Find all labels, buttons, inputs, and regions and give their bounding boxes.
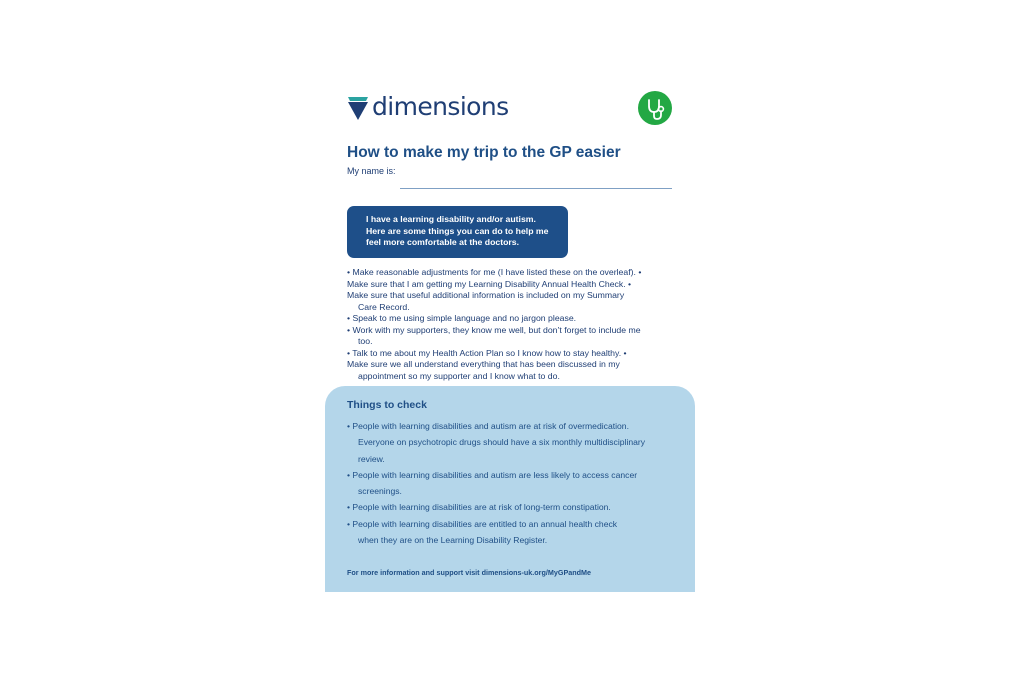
request-line: • Speak to me using simple language and no jargon please.	[347, 313, 577, 323]
dimensions-triangle-logo-icon	[347, 94, 369, 120]
footer-link-text: For more information and support visit dimensions-uk.org/MyGPandMe	[347, 568, 591, 577]
intro-callout	[347, 206, 568, 258]
callout-line: Here are some things you can do to help me	[366, 225, 549, 236]
check-line: • People with learning disabilities are entitled to an annual health check	[347, 518, 618, 529]
checks-list	[347, 418, 687, 548]
brand-name: dimensions	[372, 92, 509, 121]
request-line: • Talk to me about my Health Action Plan so I know how to stay healthy. •	[347, 347, 627, 358]
things-to-check-title: Things to check	[347, 399, 427, 411]
requests-list	[347, 267, 677, 382]
stethoscope-icon	[638, 91, 672, 125]
callout-line: feel more comfortable at the doctors.	[366, 237, 520, 247]
request-line: Make sure we all understand everything that has been discussed in my	[347, 359, 620, 369]
request-line: • Work with my supporters, they know me well, but don’t forget to include me	[347, 324, 641, 335]
things-to-check-panel	[325, 386, 695, 592]
check-line: • People with learning disabilities are at risk of long-term constipation.	[347, 502, 611, 513]
check-line: screenings.	[358, 486, 402, 497]
name-label: My name is:	[347, 166, 396, 176]
page-title: How to make my trip to the GP easier	[347, 144, 621, 161]
dimensions-logo	[347, 92, 509, 122]
request-line: too.	[358, 336, 373, 346]
check-line: review.	[358, 453, 385, 464]
request-line: Make sure that useful additional information is included on my Summary	[347, 290, 625, 300]
check-line: • People with learning disabilities and autism are less likely to access cancer	[347, 469, 638, 480]
name-field-line	[400, 188, 672, 189]
request-line: appointment so my supporter and I know what to do.	[358, 370, 560, 381]
check-line: Everyone on psychotropic drugs should have a six monthly multidisciplinary	[358, 437, 646, 448]
request-line: Care Record.	[358, 301, 410, 312]
check-line: • People with learning disabilities and autism are at risk of overmedication.	[347, 421, 629, 431]
check-line: when they are on the Learning Disability Register.	[358, 535, 548, 546]
callout-line: I have a learning disability and/or autism.	[366, 214, 536, 224]
request-line: Make sure that I am getting my Learning Disability Annual Health Check. •	[347, 278, 632, 289]
gp-leaflet-page	[325, 80, 695, 592]
request-line: • Make reasonable adjustments for me (I have listed these on the overleaf). •	[347, 267, 642, 277]
